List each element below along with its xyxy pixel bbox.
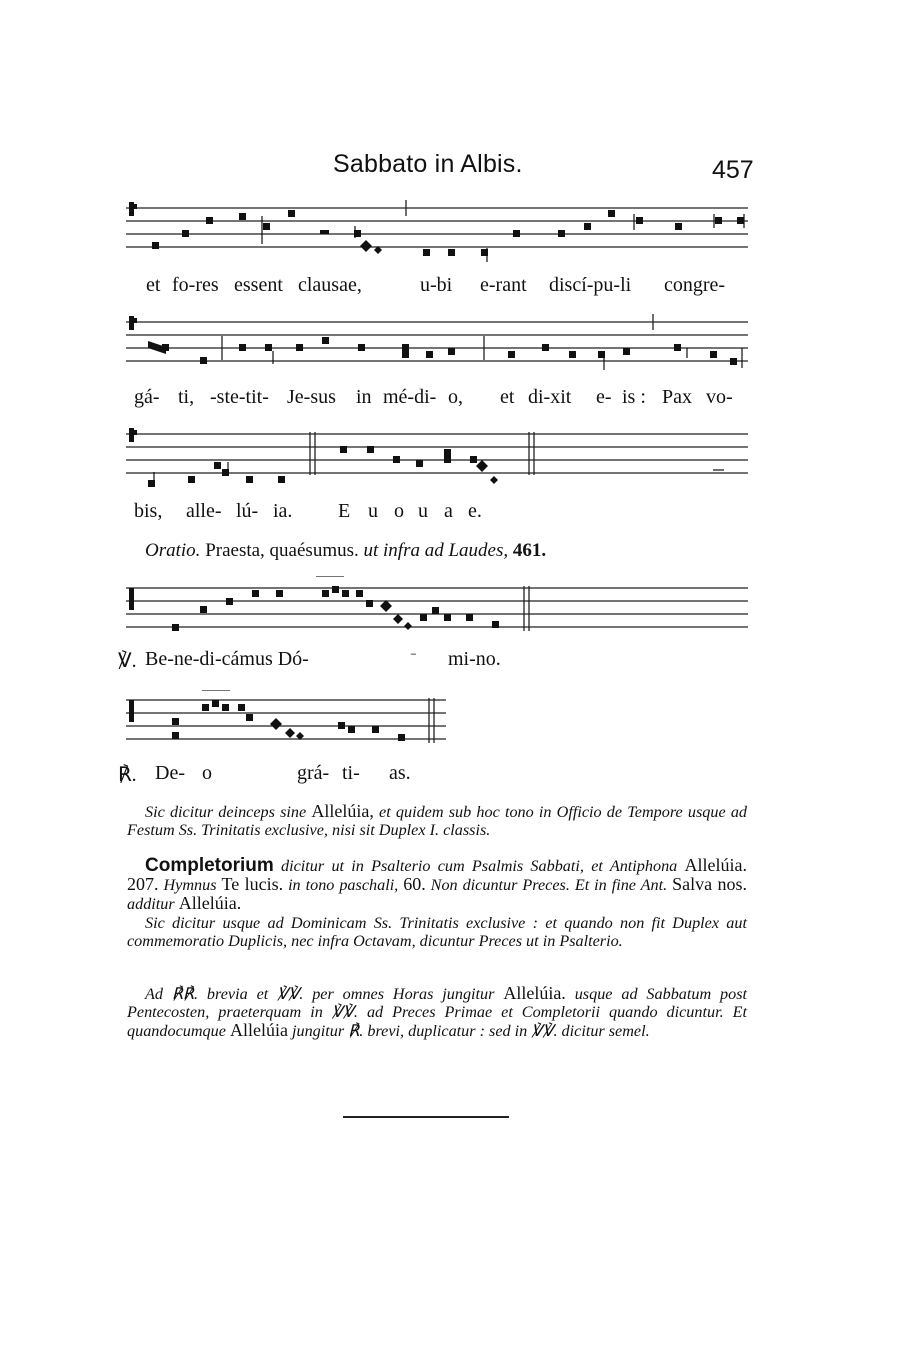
syllable: Pax — [662, 386, 692, 408]
staff-5-svg — [126, 690, 446, 756]
syllable: alle- — [186, 500, 222, 522]
syllable: congre- — [664, 274, 726, 296]
syllable: lú- — [236, 500, 259, 522]
end-rule — [343, 1116, 509, 1118]
page-title: Sabbato in Albis. — [333, 150, 523, 178]
staff-1-svg — [126, 196, 748, 262]
response-line — [0, 762, 900, 788]
rubric-text: usque ad Sabbatum post Pentecosten, praeterquam in ℣℣. ad Preces Primae et Completorii quando dicuntur. Et quandocumque — [127, 985, 748, 1040]
rubric-text: Allelúia. 207. — [127, 855, 748, 894]
staff-2-svg — [126, 310, 748, 376]
rubric-text: Te lucis. — [221, 874, 284, 894]
rubric-alleluia: Allelúia, — [311, 801, 374, 821]
rubric-4 — [127, 984, 747, 1040]
rubric-text: dicitur ut in Psalterio cum Psalmis Sabbati, et Antiphona — [281, 857, 678, 875]
syllable: o — [202, 762, 212, 784]
syllable: ti- — [342, 762, 360, 784]
rubric-3 — [127, 914, 747, 950]
chant-staff-4 — [126, 576, 748, 642]
syllable: De- — [155, 762, 185, 784]
rubric-text: et quidem sub hoc tono in Officio de Tempore usque ad Festum Ss. Trinitatis exclusive, nisi sit Duplex I. classis. — [127, 803, 748, 839]
syllable: vo- — [706, 386, 733, 408]
oratio-reference: ut infra ad Laudes, — [363, 540, 509, 561]
syllable: clausae, — [298, 274, 362, 296]
rubric-alleluia: Allelúia — [229, 1020, 288, 1040]
syllable: o, — [448, 386, 463, 408]
lyric-line-3 — [0, 500, 900, 526]
versicle-line — [0, 642, 900, 674]
oratio-page: 461. — [512, 540, 547, 561]
syllable: gá- — [134, 386, 160, 408]
syllable: ia. — [273, 500, 293, 522]
syllable: E — [338, 500, 351, 522]
rubric-text: in tono paschali, — [288, 876, 399, 894]
syllable: is : — [622, 386, 646, 408]
syllable: Je-sus — [287, 386, 336, 408]
syllable: et — [500, 386, 515, 408]
syllable: u — [418, 500, 428, 522]
syllable: ti, — [178, 386, 195, 408]
lyric-line-2 — [0, 386, 900, 412]
syllable: e-rant — [480, 274, 527, 296]
versicle-text-2: mi-no. — [448, 648, 501, 670]
syllable: mé-di- — [383, 386, 437, 408]
syllable: -ste-tit- — [210, 386, 269, 408]
syllable: fo-res — [172, 274, 219, 296]
oratio-label: Oratio. — [145, 540, 201, 561]
syllable: as. — [389, 762, 411, 784]
chant-staff-1 — [126, 196, 748, 262]
rubric-completorium — [127, 856, 747, 913]
syllable: di-xit — [528, 386, 572, 408]
rubric-1 — [127, 802, 747, 839]
oratio-line — [145, 540, 546, 562]
syllable: in — [356, 386, 372, 408]
syllable: essent — [234, 274, 283, 296]
rubric-text: 60. — [403, 874, 426, 894]
oratio-text: Praesta, quaésumus. — [205, 540, 359, 561]
versicle-text-1: Be-ne-di-cámus Dó- — [145, 648, 309, 670]
syllable: et — [146, 274, 161, 296]
staff-3-svg — [126, 422, 748, 488]
section-heading: Completorium — [145, 855, 274, 876]
rubric-text: Allelúia. — [178, 893, 242, 913]
syllable: u-bi — [420, 274, 453, 296]
response-sign: ℟. — [118, 764, 137, 786]
rubric-text: jungitur ℟. brevi, duplicatur : sed in ℣℣. dicitur semel. — [291, 1022, 650, 1040]
chant-staff-3 — [126, 422, 748, 488]
syllable: a — [444, 500, 453, 522]
page-number: 457 — [712, 156, 754, 184]
syllable: e- — [596, 386, 612, 408]
rubric-text: Sic dicitur deinceps sine — [145, 803, 307, 821]
syllable: o — [394, 500, 404, 522]
versicle-dash: - — [410, 642, 417, 664]
rubric-text: Salva nos. — [672, 874, 748, 894]
rubric-alleluia: Allelúia. — [503, 983, 566, 1003]
syllable: discí-pu-li — [549, 274, 632, 296]
lyric-line-1 — [0, 274, 900, 300]
syllable: u — [368, 500, 378, 522]
syllable: grá- — [297, 762, 330, 784]
versicle-sign: ℣. — [118, 650, 137, 672]
syllable: bis, — [134, 500, 163, 522]
rubric-text: Sic dicitur usque ad Dominicam Ss. Trinitatis exclusive : et quando non fit Duplex aut commemoratio Duplicis, nec infra Octavam, dicuntur Preces ut in Psalterio. — [127, 914, 747, 950]
chant-staff-2 — [126, 310, 748, 376]
chant-staff-5 — [126, 690, 446, 756]
rubric-text: Non dicuntur Preces. Et in fine Ant. — [430, 876, 668, 894]
syllable: e. — [468, 500, 482, 522]
rubric-text: Ad ℟℟. brevia et ℣℣. per omnes Horas jungitur — [145, 985, 495, 1003]
staff-4-svg — [126, 576, 748, 642]
rubric-text: Hymnus — [163, 876, 217, 894]
rubric-text: additur — [127, 895, 175, 913]
